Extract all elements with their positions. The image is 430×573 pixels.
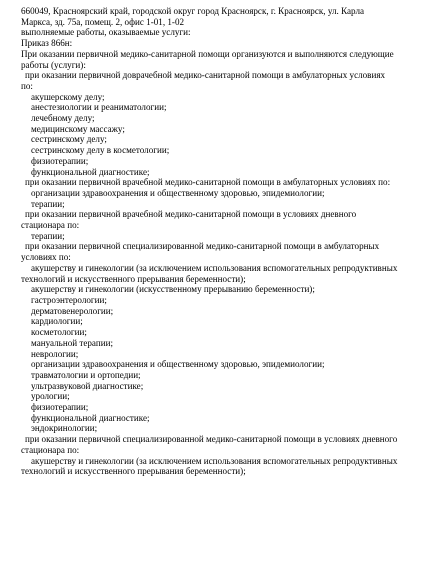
document-line: выполняемые работы, оказываемые услуги: [21, 27, 191, 38]
document-line: эндокринологии; [31, 423, 98, 434]
document-line: акушерству и гинекологии (за исключением использования вспомогательных репродуктивных [31, 455, 398, 466]
document-line: терапии; [31, 230, 65, 241]
document-line: гастроэнтерологии; [31, 294, 107, 305]
document-line: при оказании первичной врачебной медико-санитарной помощи в амбулаторных условиях по: [25, 177, 391, 188]
document-line: акушерскому делу; [31, 91, 105, 102]
document-line: Приказ 866н: [21, 38, 73, 49]
document-line: работы (услуги): [21, 59, 86, 70]
document-line: стационара по: [21, 220, 80, 231]
document-line: травматологии и ортопедии; [31, 369, 141, 380]
document-line: стационара по: [21, 444, 80, 455]
document-line: 660049, Красноярский край, городской округ город Красноярск, г. Красноярск, ул. Карла [21, 6, 365, 16]
document-line: функциональной диагностике; [31, 412, 150, 423]
document-line: при оказании первичной врачебной медико-санитарной помощи в условиях дневного [25, 209, 357, 220]
document-line: технологий и искусственного прерывания беременности); [21, 466, 246, 477]
document-line: сестринскому делу; [31, 134, 107, 145]
document-line: условиях по: [21, 252, 71, 263]
document-line: мануальной терапии; [31, 337, 113, 348]
document-line: при оказании первичной доврачебной медико-санитарной помощи в амбулаторных условиях [25, 70, 386, 81]
document-line: При оказании первичной медико-санитарной помощи организуются и выполняются следующие [21, 48, 394, 59]
document-line: кардиологии; [31, 316, 83, 327]
document-line: физиотерапии; [31, 402, 89, 413]
document-line: технологий и искусственного прерывания беременности); [21, 273, 246, 284]
document-line: Маркса, зд. 75а, помещ. 2, офис 1-01, 1-02 [21, 16, 185, 27]
document-line: анестезиологии и реаниматологии; [31, 102, 167, 113]
document-line: сестринскому делу в косметологии; [31, 145, 170, 156]
document-line: неврологии; [31, 348, 79, 359]
document-line: организации здравоохранения и общественному здоровью, эпидемиологии; [31, 359, 325, 370]
document-line: организации здравоохранения и общественному здоровью, эпидемиологии; [31, 187, 325, 198]
document-line: медицинскому массажу; [31, 123, 125, 134]
document-line: косметологии; [31, 327, 87, 338]
document-line: физиотерапии; [31, 155, 89, 166]
document-line: урологии; [31, 391, 70, 402]
document-line: акушерству и гинекологии (искусственному прерыванию беременности); [31, 284, 315, 295]
document-line: акушерству и гинекологии (за исключением использования вспомогательных репродуктивных [31, 262, 398, 273]
document-line: лечебному делу; [31, 113, 95, 124]
document-line: ультразвуковой диагностике; [31, 380, 144, 391]
document-line: дерматовенерологии; [31, 305, 114, 316]
document-line: по: [21, 80, 33, 91]
document-line: функциональной диагностике; [31, 166, 150, 177]
document-line: при оказании первичной специализированной медико-санитарной помощи в амбулаторных [25, 241, 380, 252]
document-line: при оказании первичной специализированной медико-санитарной помощи в условиях дневного [25, 434, 398, 445]
document-line: терапии; [31, 198, 65, 209]
